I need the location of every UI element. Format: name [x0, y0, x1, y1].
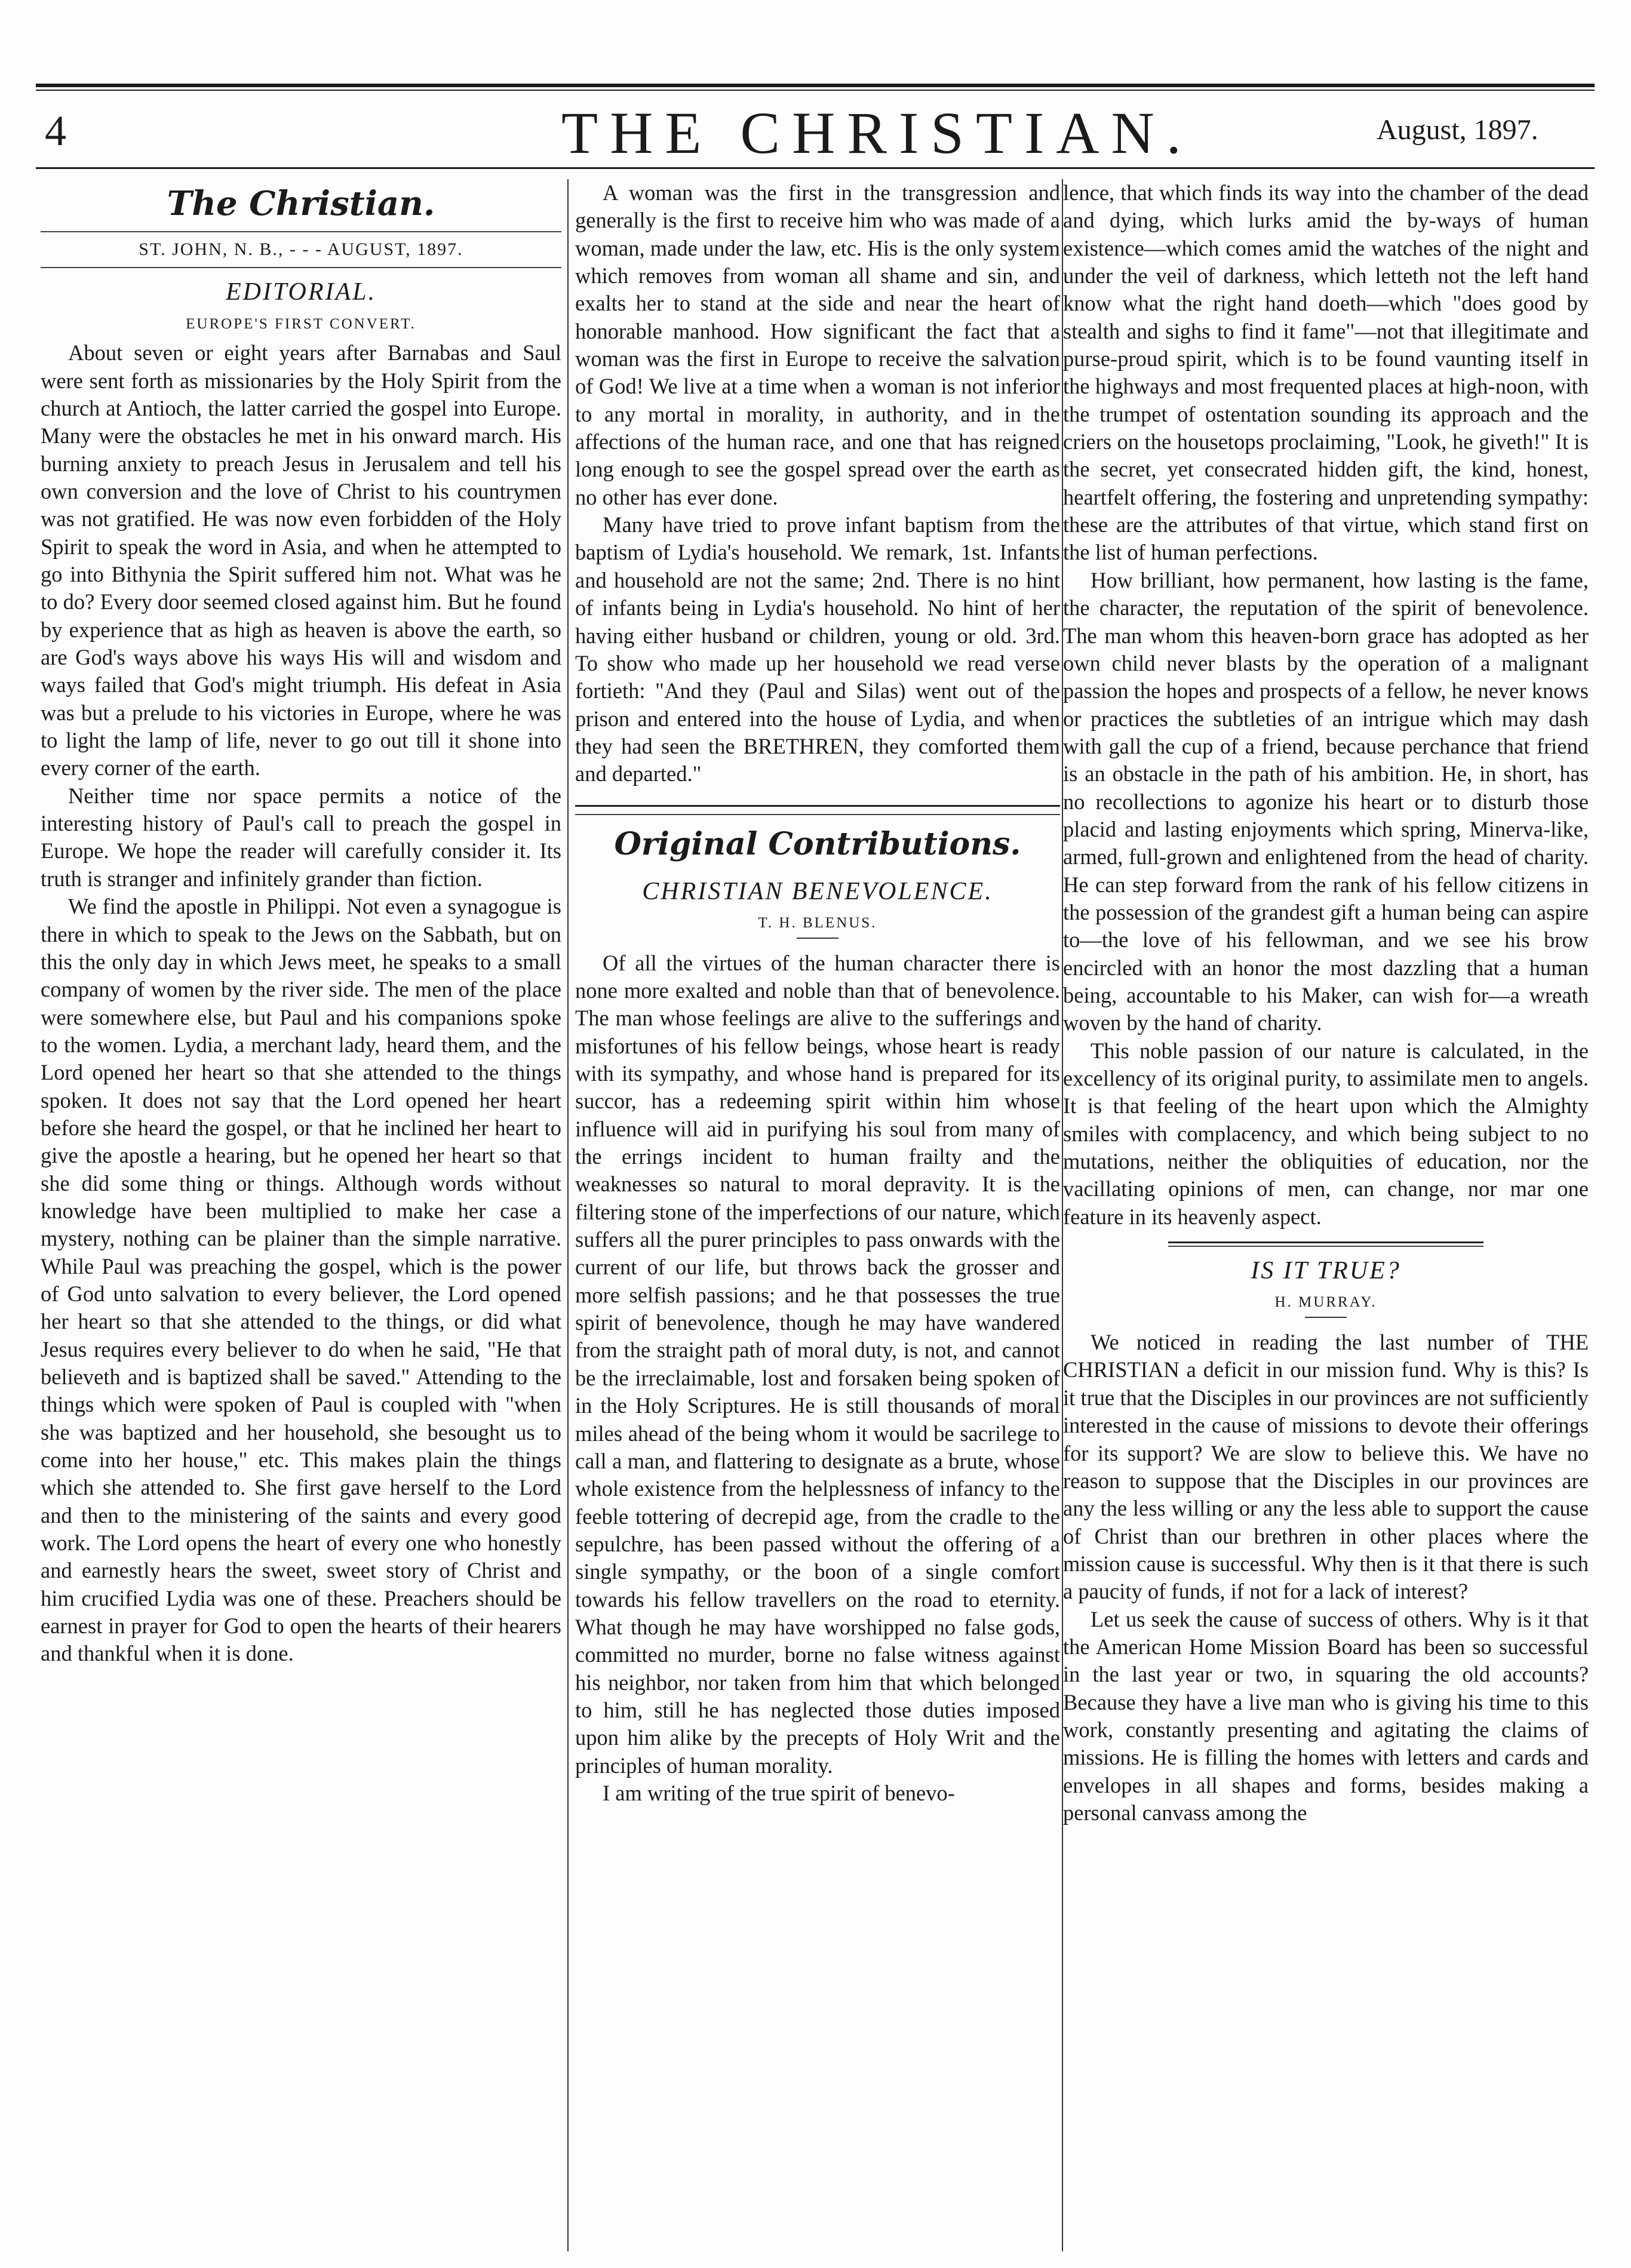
- paragraph: I am writing of the true spirit of benevo-: [603, 1780, 955, 1805]
- paragraph: lence, that which finds its way into the chamber of the dead and dying, which lurks amid the by-ways of human existence—which comes amid the watches of the night and under the veil of darkness, which letteth not the left hand know what the right hand doeth—which "does good by stealth and sighs to find it fame"—not that illegitimate and purse-proud spirit, which is to be found vaunting itself in the highways and most frequented places at high-noon, with the trumpet of ostentation sounding its approach and the criers on the housetops proclaiming, "Look, he giveth!" It is the secret, yet consecrated hidden gift, the kind, honest, heartfelt offering, the fostering and unpretending sympathy: these are the attributes of that virtue, which stand first on the list of human perfections.: [1063, 180, 1589, 565]
- byline-rule: [797, 938, 838, 939]
- nameplate: The Christian.: [167, 184, 435, 223]
- author-byline: T. H. BLENUS.: [758, 914, 877, 931]
- column-divider-1: [567, 179, 569, 2251]
- masthead-title: THE CHRISTIAN.: [561, 100, 1193, 166]
- dateline: ST. JOHN, N. B., - - - AUGUST, 1897.: [139, 239, 463, 260]
- page-number: 4: [45, 107, 66, 155]
- column-3: [1063, 179, 1589, 1827]
- paragraph: Many have tried to prove infant baptism from the baptism of Lydia's household. We remark, 1st. Infants and household are not the same; 2nd. There is no hint of infants being in Lydia's household. No hint of her having either husband or children, young or old. 3rd. To show who made up her household we read verse fortieth: "And they (Paul and Silas) went out of the prison and entered into the house of Lydia, and when they had seen the BRETHREN, they comforted them and departed.": [575, 512, 1060, 786]
- article-title-europes-first-convert: EUROPE'S FIRST CONVERT.: [186, 315, 416, 332]
- top-rule-thin: [36, 90, 1595, 91]
- paragraph: Of all the virtues of the human character there is none more exalted and noble than that of benevolence. The man whose feelings are alive to the sufferings and misfortunes of his fellow beings, whose heart is ready with its sympathy, and whose hand is prepared for its succor, has a redeeming spirit within him whose influence will aid in purifying his soul from many of the errings incident to human frailty and the weaknesses so natural to moral depravity. It is the filtering stone of the imperfections of our nature, which suffers all the purer principles to pass onwards with the current of our life, but throws back the grosser and more selfish passions; and he that possesses the true spirit of benevolence, though he may have wandered from the straight path of moral duty, is not, and cannot be the irreclaimable, lost and forsaken being spoken of in the Holy Scriptures. He is still thousands of moral miles ahead of the being whom it would be sacrilege to call a man, and flattering to designate as a brute, whose whole existence from the helplessness of infancy to the feeble tottering of decrepid age, from the cradle to the sepulchre, has been passed without the offering of a single sympathy, or the boon of a single comfort towards his fellow travellers on the road to eternity. What though he may have worshipped no false gods, committed no murder, borne no false witness against his neighbor, nor taken from him that which belonged to him, still he has neglected those duties imposed upon him alike by the precepts of Holy Writ and the principles of human morality.: [575, 950, 1060, 1778]
- paragraph: We noticed in reading the last number of THE CHRISTIAN a deficit in our mission fund. Why is this? Is it true that the Disciples in our provinces are not sufficiently interested in the cause of missions to devote their offerings for its support? We are slow to believe this. We have no reason to suppose that the Disciples in our provinces are any the less willing or any the less able to support the cause of Christ than our brethren in other places where the mission cause is successful. Why then is it that there is such a paucity of funds, if not for a lack of interest?: [1063, 1330, 1589, 1604]
- section-rule-thin: [575, 814, 1060, 815]
- section-heading-original-contributions: Original Contributions.: [614, 825, 1021, 862]
- masthead-rule: [36, 167, 1595, 169]
- masthead-date: August, 1897.: [1377, 114, 1538, 146]
- paragraph: How brilliant, how permanent, how lasting is the fame, the character, the reputation of the spirit of benevolence. The man whom this heaven-born grace has adopted as her own child never blasts by the operation of a malignant passion the hopes and prospects of a fellow, he never knows or practices the subtleties of an intrigue which may dash with gall the cup of a friend, because perchance that friend is an obstacle in the path of his ambition. He, in short, has no recollections to agonize his heart or to disturb those placid and lasting enjoyments which spring, Minerva-like, armed, full-grown and enlightened from the head of charity. He can step forward from the rank of his fellow citizens in the possession of the grandest gift a human being can aspire to—the love of his fellowman, and we see his brow encircled with an honor the most dazzling that a human being, accountable to his Maker, can wish for—a wreath woven by the hand of charity.: [1063, 567, 1589, 1035]
- paragraph: About seven or eight years after Barnabas and Saul were sent forth as missionaries by the Holy Spirit from the church at Antioch, the latter carried the gospel into Europe. Many were the obstacles he met in his onward march. His burning anxiety to preach Jesus in Jerusalem and tell his own conversion and the love of Christ to his countrymen was not gratified. He was now even forbidden of the Holy Spirit to speak the word in Asia, and when he attempted to go into Bithynia the Spirit suffered him not. What was he to do? Every door seemed closed against him. But he found by experience that as high as heaven is above the earth, so are God's ways above his ways His will and wisdom and ways failed that God's might triumph. His defeat in Asia was but a prelude to his victories in Europe, where he was to light the lamp of life, never to go out till it shone into every corner of the earth.: [41, 340, 561, 780]
- section-heading-editorial: EDITORIAL.: [225, 278, 377, 306]
- article-title-is-it-true: IS IT TRUE?: [1251, 1257, 1401, 1285]
- author-byline: H. MURRAY.: [1274, 1294, 1377, 1311]
- top-rule: [36, 84, 1595, 87]
- column-2: [575, 179, 1060, 1807]
- paragraph: A woman was the first in the transgression and generally is the first to receive him who was made of a woman, made under the law, etc. His is the only system which removes from woman all shame and sin, and exalts her to stand at the side and near the heart of honorable manhood. How significant the fact that a woman was the first in Europe to receive the salvation of God! We live at a time when a woman is not inferior to any mortal in morality, in authority, and in the affections of the human race, and one that has reigned long enough to see the gospel spread over the earth as no other has ever done.: [575, 180, 1060, 509]
- byline-rule: [1305, 1317, 1347, 1318]
- section-rule: [1168, 1241, 1483, 1243]
- paragraph: Let us seek the cause of success of others. Why is it that the American Home Mission Board has been so successful in the last year or two, in squaring the old accounts? Because they have a live man who is giving his time to this work, constantly presenting and agitating the claims of missions. He is filling the homes with letters and cards and envelopes in all shapes and forms, besides making a personal canvass among the: [1063, 1606, 1589, 1825]
- dateline-rule: [41, 267, 561, 268]
- section-rule: [575, 805, 1060, 807]
- section-rule-thin: [1168, 1246, 1483, 1247]
- paragraph: We find the apostle in Philippi. Not even a synagogue is there in which to speak to the Jews on the Sabbath, but on this the only day in which Jews meet, he speaks to a small company of women by the river side. The men of the place were somewhere else, but Paul and his companions spoke to the women. Lydia, a merchant lady, heard them, and the Lord opened her heart so that she attended to the things spoken. It does not say that the Lord opened her heart before she heard the gospel, or that he inclined her heart to give the apostle a hearing, but he opened her heart so that she did some thing or things. Although words without knowledge have been multiplied to make her case a mystery, nothing can be plainer than the simple narrative. While Paul was preaching the gospel, which is the power of God unto salvation to every believer, the Lord opened her heart so that she attended to the things, or did what Jesus requires every believer to do when he said, "He that believeth and is baptized shall be saved." Attending to the things which were spoken of Paul is coupled with "when she was baptized and her household, she besought us to come into her house," etc. This makes plain the things which she attended to. She first gave herself to the Lord and then to the ministering of the saints and every good work. The Lord opens the heart of every one who honestly and earnestly hears the sweet, sweet story of Christ and him crucified Lydia was one of these. Preachers should be earnest in prayer for God to open the hearts of their hearers and thankful when it is done.: [41, 894, 561, 1666]
- nameplate-rule: [41, 231, 561, 232]
- paragraph: This noble passion of our nature is calculated, in the excellency of its original purity, to assimilate men to angels. It is that feeling of the heart upon which the Almighty smiles with complacency, and which being subject to no mutations, neither the obliquities of education, nor the vacillating opinions of men, can change, nor mar one feature in its heavenly aspect.: [1063, 1038, 1589, 1229]
- column-1: [41, 179, 561, 1668]
- article-title-christian-benevolence: CHRISTIAN BENEVOLENCE.: [642, 877, 993, 905]
- paragraph: Neither time nor space permits a notice of the interesting history of Paul's call to preach the gospel in Europe. We hope the reader will carefully consider it. Its truth is stranger and infinitely grander than fiction.: [41, 783, 561, 891]
